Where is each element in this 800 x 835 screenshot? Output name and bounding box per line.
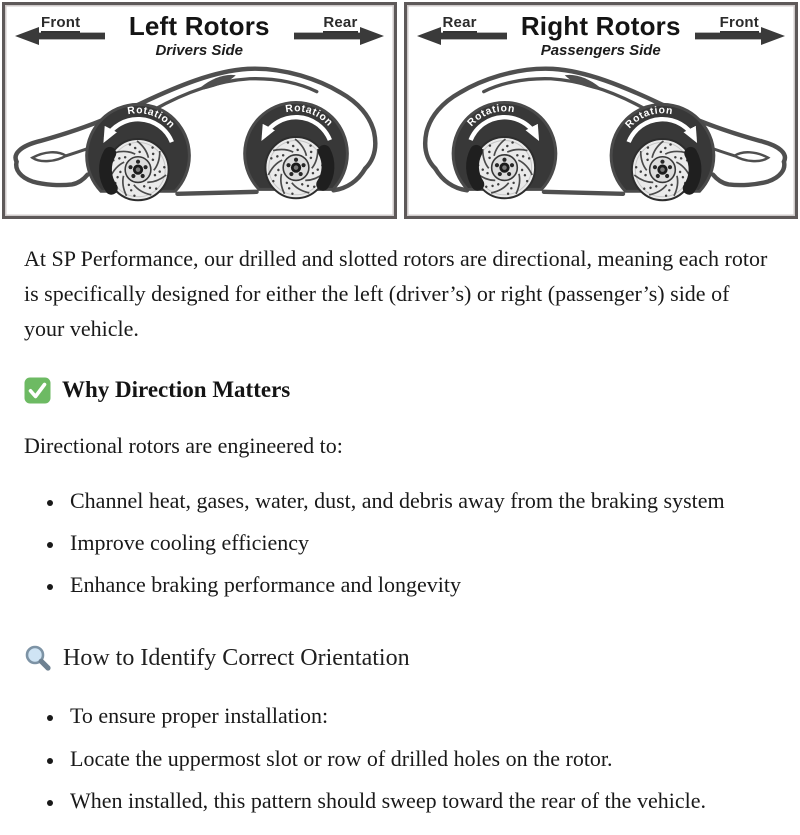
arrow-right-icon xyxy=(695,26,785,46)
left-rotors-panel xyxy=(2,2,397,219)
rotor-direction-diagram xyxy=(0,0,800,219)
section-heading-text: How to Identify Correct Orientation xyxy=(63,644,410,671)
section-heading-text: Why Direction Matters xyxy=(62,377,291,403)
rear-direction-indicator xyxy=(417,15,509,51)
list-item: • Improve cooling efficiency xyxy=(65,525,765,560)
intro-paragraph: At SP Performance, our drilled and slotted rotors are directional, meaning each rotor is specifically designed for either the left (driver’s) or right (passenger’s) side of your vehicle. xyxy=(24,246,768,342)
front-direction-indicator xyxy=(693,15,785,51)
panel-titles xyxy=(107,11,292,59)
section-heading-identify-orientation xyxy=(24,644,776,672)
section-heading-why-direction-matters xyxy=(24,377,776,404)
arrow-right-icon xyxy=(294,26,384,46)
arrow-left-icon xyxy=(417,26,507,46)
front-direction-indicator xyxy=(15,15,107,51)
list-item: • When installed, this pattern should sweep toward the rear of the vehicle. xyxy=(65,783,765,818)
panel-subtitle: Passengers Side xyxy=(540,42,661,59)
panel-title: Right Rotors xyxy=(520,11,681,41)
right-rotors-panel xyxy=(404,2,799,219)
left-car-illustration xyxy=(5,59,394,217)
section-lead: Directional rotors are engineered to: xyxy=(24,432,343,458)
direction-label: Rear xyxy=(323,14,358,31)
article-content xyxy=(0,219,800,835)
direction-label: Front xyxy=(41,14,81,31)
direction-label: Front xyxy=(719,14,759,31)
magnifying-glass-icon xyxy=(24,644,52,672)
rotation-label: Rotation xyxy=(623,105,674,131)
list-item: • Locate the uppermost slot or row of drilled holes on the rotor. xyxy=(65,741,765,776)
right-panel-header xyxy=(407,5,796,59)
left-panel-header xyxy=(5,5,394,59)
benefits-list xyxy=(24,483,776,603)
direction-label: Rear xyxy=(442,14,477,31)
rear-direction-indicator xyxy=(292,15,384,51)
rotation-label: Rotation xyxy=(465,103,516,129)
check-mark-icon xyxy=(24,377,51,404)
arrow-left-icon xyxy=(15,26,105,46)
list-item: • Channel heat, gases, water, dust, and debris away from the braking system xyxy=(65,483,765,518)
rotation-label: Rotation xyxy=(126,105,177,131)
panel-subtitle: Drivers Side xyxy=(155,42,244,59)
list-item: • Enhance braking performance and longevity xyxy=(65,567,765,602)
rotation-label: Rotation xyxy=(284,103,335,129)
panel-title: Left Rotors xyxy=(128,11,270,41)
panel-titles xyxy=(509,11,694,59)
list-item: • To ensure proper installation: xyxy=(65,698,765,733)
right-car-illustration xyxy=(407,59,796,217)
